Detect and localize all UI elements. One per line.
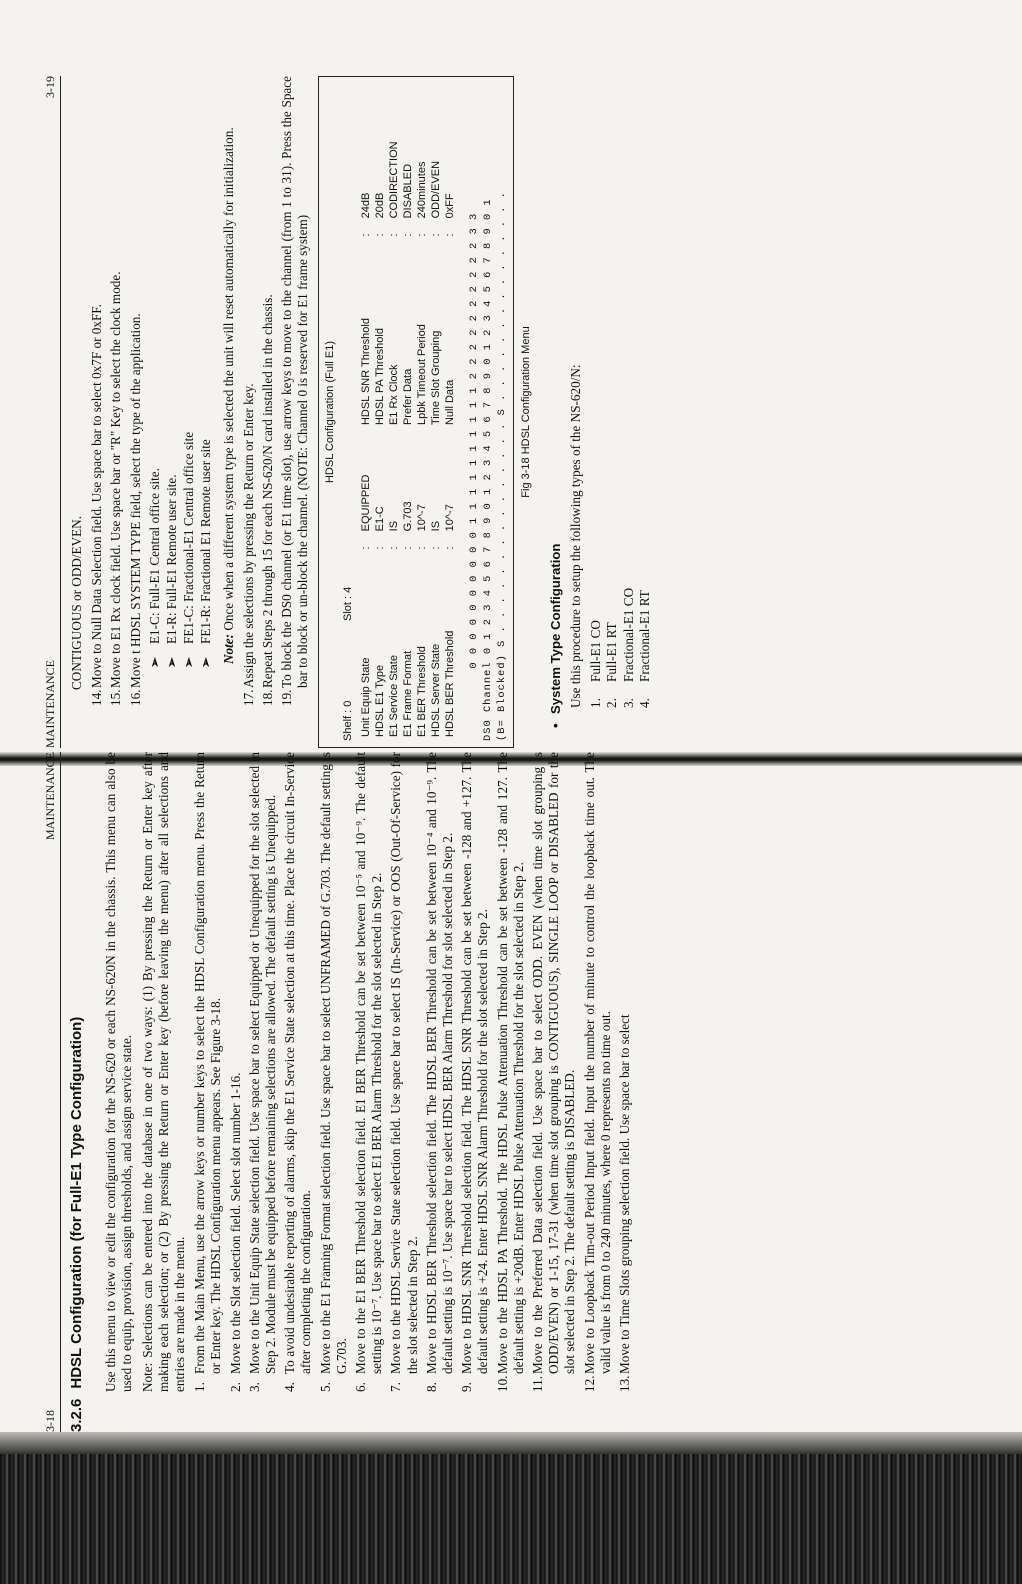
heading-number: 3.2.6 [68,1398,85,1432]
separator: : [429,233,442,237]
field-value[interactable]: E1-C [373,506,386,532]
field-value[interactable]: G.703 [401,501,414,532]
step-text: Assign the selections by pressing the Return or Enter key. [240,383,256,688]
separator: : [387,546,400,550]
field-label: E1 Frame Format [401,650,414,737]
procedure-step [495,752,527,1392]
system-type-item [164,76,180,668]
separator: : [373,233,386,237]
field-label: Lpbk Timeout Period [415,324,428,426]
item-number: 1. [588,698,604,708]
step-text: Move to the Unit Equip State selection field. Use space bar to select Equipped or Unequipped for the slot selected in Step 2. Module must be equipped before remaining selections are allowed. The default setting is Unequipped. [246,752,279,1374]
system-type-option [637,76,653,708]
system-type-item [181,76,197,668]
system-type-item [147,76,163,668]
field-label: HDSL Server State [429,643,442,737]
arrow-bullet-icon: ➢ [146,656,162,668]
step-number: 14. [89,689,105,706]
item-text: Fractional-E1 RT [636,590,652,682]
ds0-tens-row: 0 0 0 0 0 0 0 0 0 0 1 1 1 1 1 1 1 1 1 1 2 2 2 2 2 2 2 2 2 2 3 3 [467,212,480,741]
item-number: 4. [636,698,652,708]
continued-text: CONTIGUOUS or ODD/EVEN. [69,516,84,690]
procedure-step [192,752,224,1392]
procedure-step [108,76,124,706]
subsection-intro: Use this procedure to setup the following types of the NS-620/N: [568,364,584,708]
step-number: 3. [246,1382,262,1392]
heading-text: HDSL Configuration (for Full-E1 Type Configuration) [68,1016,85,1389]
item-text: Fractional-E1 CO [620,587,636,682]
menu-title: HDSL Configuration (Full E1) [323,340,336,484]
field-label: Null Data [443,379,456,426]
step-text: Move to the HDSL PA Threshold. The HDSL Pulse Attenuation Threshold can be set between -128 and 127. The default setting is +20dB. Enter HDSL Pulse Attenuation Threshold for the slot selected in Step 2. [494,752,526,1374]
arrow-bullet-icon: ➢ [198,656,214,668]
note [221,76,237,664]
step-number: 13. [617,1375,633,1392]
page-header [40,752,61,1432]
procedure-step [318,752,350,1392]
blocked-values: S . . . . . . . . . . . . . . . S . . . . . . . . . . . . . . . [495,191,508,655]
system-type-list [147,76,215,668]
procedure-step [353,752,385,1392]
page-header [40,76,61,748]
menu-fields [359,83,457,741]
step-text: To avoid undesirable reporting of alarms, skip the E1 Service State selection at this time. Place the circuit In-Service after completing the configuration. [282,752,314,1374]
bullet-icon: • [547,723,563,728]
menu-row [443,83,457,741]
field-value[interactable]: 240minutes [415,161,428,219]
blocked-label: (B= Blocked) [495,654,508,741]
step-text: Move to the E1 BER Threshold selection field. E1 BER Threshold can be set between 10⁻⁵ and 10⁻⁹. The default setting is 10⁻⁷. Use space bar to select E1 BER Alarm Threshold for the slot selected in Step 2. [353,752,385,1374]
step-number: 15. [108,689,124,706]
field-value[interactable]: ODD/EVEN [429,160,442,219]
procedure-step [247,752,279,1392]
hdsl-config-menu [318,76,514,748]
procedure-step [582,752,614,1392]
system-type-text: FE1-C: Fractional-E1 Central office site [181,431,197,644]
section-heading [69,752,85,1432]
item-number: 3. [620,698,636,708]
intro-paragraph: Use this menu to view or edit the configuration for the NS-620 or each NS-620N in the chassis. This menu can also be used to equip, provision, assign thresholds, and assign service state. [103,752,135,1392]
step-number: 4. [282,1382,298,1392]
ds0-ones: 0 1 2 3 4 5 6 7 8 9 0 1 2 3 4 5 6 7 8 9 0 1 2 3 4 5 6 7 8 9 0 1 [481,198,494,662]
page-number: 3-18 [42,1410,57,1432]
item-text: Full-E1 RT [604,622,620,682]
page-edge-shadow [0,1432,1022,1584]
step-text: Move to Null Data Selection field. Use space bar to select 0x7F or 0xFF. [89,304,105,688]
step-text: From the Main Menu, use the arrow keys or number keys to select the HDSL Configuration menu. Press the Return or Enter key. The HDSL Configuration menu appears. See Figure 3-18. [192,752,224,1374]
separator: : [415,546,428,550]
menu-row [387,83,401,741]
step-number: 16. [127,689,143,706]
arrow-bullet-icon: ➢ [164,656,180,668]
ds0-grid [467,83,509,741]
field-label: Time Slot Grouping [429,330,442,426]
section-name: MAINTENANCE [42,660,57,748]
step-number: 11. [530,1376,546,1392]
step-number: 1. [192,1382,208,1392]
procedure-steps [192,752,633,1392]
field-label: HDSL BER Threshold [443,630,456,737]
step-text: Move to Loopback Tim-out Period Input field. Input the number of minute to control the loopback time out. The valid value is from 0 to 240 minutes, where 0 represents no time out. [581,752,613,1374]
page-3-19 [40,76,1000,748]
shelf-field: Shelf : 0 [341,700,354,741]
step-number: 9. [459,1382,475,1392]
procedure-steps [241,76,312,706]
separator: : [443,233,456,237]
separator: : [443,546,456,550]
step-number: 8. [423,1382,439,1392]
ds0-blocked-row [495,83,509,741]
procedure-step [128,76,144,706]
separator: : [359,233,372,237]
step-number: 18. [260,689,276,706]
system-type-option [588,76,604,708]
menu-row [373,83,387,741]
step-text: Move t HDSL SYSTEM TYPE field, select the type of the application. [127,313,143,688]
step-number: 2. [227,1382,243,1392]
procedure-step [459,752,491,1392]
field-label: Prefer Data [401,368,414,426]
field-value[interactable]: IS [429,520,442,532]
procedure-step [279,76,311,706]
system-type-text: FE1-R: Fractional E1 Remote user site [198,439,214,644]
procedure-step [241,76,257,706]
figure-caption: Fig 3-18 HDSL Configuration Menu [519,326,532,498]
field-value[interactable]: 20dB [373,192,386,219]
separator: : [429,546,442,550]
field-value[interactable]: CODIRECTION [387,141,400,219]
procedure-step [388,752,420,1392]
procedure-step [617,752,633,1392]
shelf-slot-row [341,83,355,741]
arrow-bullet-icon: ➢ [181,656,197,668]
menu-row [359,83,373,741]
procedure-step [89,76,105,706]
page-3-18 [40,752,1000,1432]
menu-row [401,83,415,741]
step-number: 5. [317,1382,333,1392]
field-label: HDSL E1 Type [373,664,386,737]
system-type-option [621,76,637,708]
field-value[interactable]: 10^-7 [415,504,428,532]
field-label: E1 BER Threshold [415,646,428,737]
procedure-step [282,752,314,1392]
separator: : [401,546,414,550]
procedure-step [530,752,579,1392]
field-label: Unit Equip State [359,657,372,737]
separator: : [359,546,372,550]
field-value[interactable]: EQUIPPED [359,474,372,532]
field-value[interactable]: IS [387,520,400,532]
field-label: E1 Service State [387,655,400,737]
field-value[interactable]: 10^-7 [443,504,456,532]
step-number: 6. [353,1382,369,1392]
ds0-ones-row [481,83,495,741]
step-number: 12. [581,1375,597,1392]
separator: : [387,233,400,237]
system-type-option [604,76,620,708]
section-name: MAINTENANCE [42,752,57,840]
field-label: HDSL SNR Threshold [359,318,372,426]
field-value[interactable]: 24dB [359,192,372,219]
separator: : [415,233,428,237]
subsection-title: System Type Configuration [547,543,563,714]
field-label: E1 Rx Clock [387,364,400,426]
separator: : [401,233,414,237]
ds0-label: DS0 Channel [481,661,494,741]
note-paragraph: Note: Selections can be entered into the database in one of two ways: (1) By pressing the Return or Enter key after making each selection; or (2) By pressing the Return or Enter key (before leaving the menu) after all selections and entries are made in the menu. [139,752,188,1392]
step-number: 7. [388,1382,404,1392]
slot-field: Slot : 4 [341,586,354,621]
menu-row [429,83,443,741]
step-text: Move to the HDSL Service State selection field. Use space bar to select IS (In-Service) or OOS (Out-Of-Service) for the slot selected in Step 2. [388,752,420,1374]
step-number: 10. [494,1375,510,1392]
step-text: Move to HDSL SNR Threshold selection field. The HDSL SNR Threshold can be set between -128 and +127. The default setting is +24. Enter HDSL SNR Alarm Threshold for the slot selected in Step 2. [459,752,491,1374]
field-label: HDSL PA Threshold [373,328,386,426]
procedure-steps [89,76,144,706]
system-type-numbered-list [588,76,653,708]
note-text: Once when a different system type is selected the unit will reset automatically for initialization. [220,127,236,631]
separator: : [373,546,386,550]
step-text: Move to the E1 Framing Format selection field. Use space bar to select UNFRAMED of G.703. The default setting is G.703. [317,752,349,1374]
item-number: 2. [604,698,620,708]
note-label: Note: [220,633,236,664]
step-text: Repeat Steps 2 through 15 for each NS-620/N card installed in the chassis. [260,294,276,688]
step-text: Move to the Slot selection field. Select slot number 1-16. [227,1072,243,1374]
field-value[interactable]: 0xFF [443,193,456,219]
step-text: Move to Time Slots grouping selection field. Use space bar to select [617,1014,633,1374]
system-type-text: E1-C: Full-E1 Central office site. [146,468,162,644]
procedure-step [228,752,244,1392]
step-number: 17. [240,689,256,706]
field-value[interactable]: DISABLED [401,163,414,219]
menu-row [415,83,429,741]
step-text: Move to E1 Rx clock field. Use space bar or "R" Key to select the clock mode. [108,271,124,688]
step-text: Move to HDSL BER Threshold selection field. The HDSL BER Threshold can be set between 10⁻⁴ and 10⁻⁹. The default setting is 10⁻⁷. Use space bar to select HDSL BER Alarm Threshold for slot selected in Step 2. [423,752,456,1374]
step-text: To block the DS0 channel (or E1 time slot), use arrow keys to move to the channel (from 1 to 31). Press the Space bar to block or un-block the channel. (NOTE: Channel 0 is reserved for E1 frame system) [279,76,311,688]
procedure-step [260,76,276,706]
step-number: 19. [279,689,295,706]
system-type-text: E1-R: Full-E1 Remote user site. [164,474,180,644]
item-text: Full-E1 CO [588,620,604,682]
system-type-item [198,76,214,668]
page-number: 3-19 [42,76,57,98]
procedure-step [424,752,456,1392]
step-text: Move to the Preferred Data selection field. Use space bar to select ODD. EVEN (when time slot grouping is ODD/EVEN) or 1-15, 17-31 (when time slot grouping is CONTIGUOUS), SINGLE LOOP or DISABLED for the slot selected in Step 2. The default setting is DISABLED. [530,752,578,1374]
subsection-heading [548,76,564,728]
